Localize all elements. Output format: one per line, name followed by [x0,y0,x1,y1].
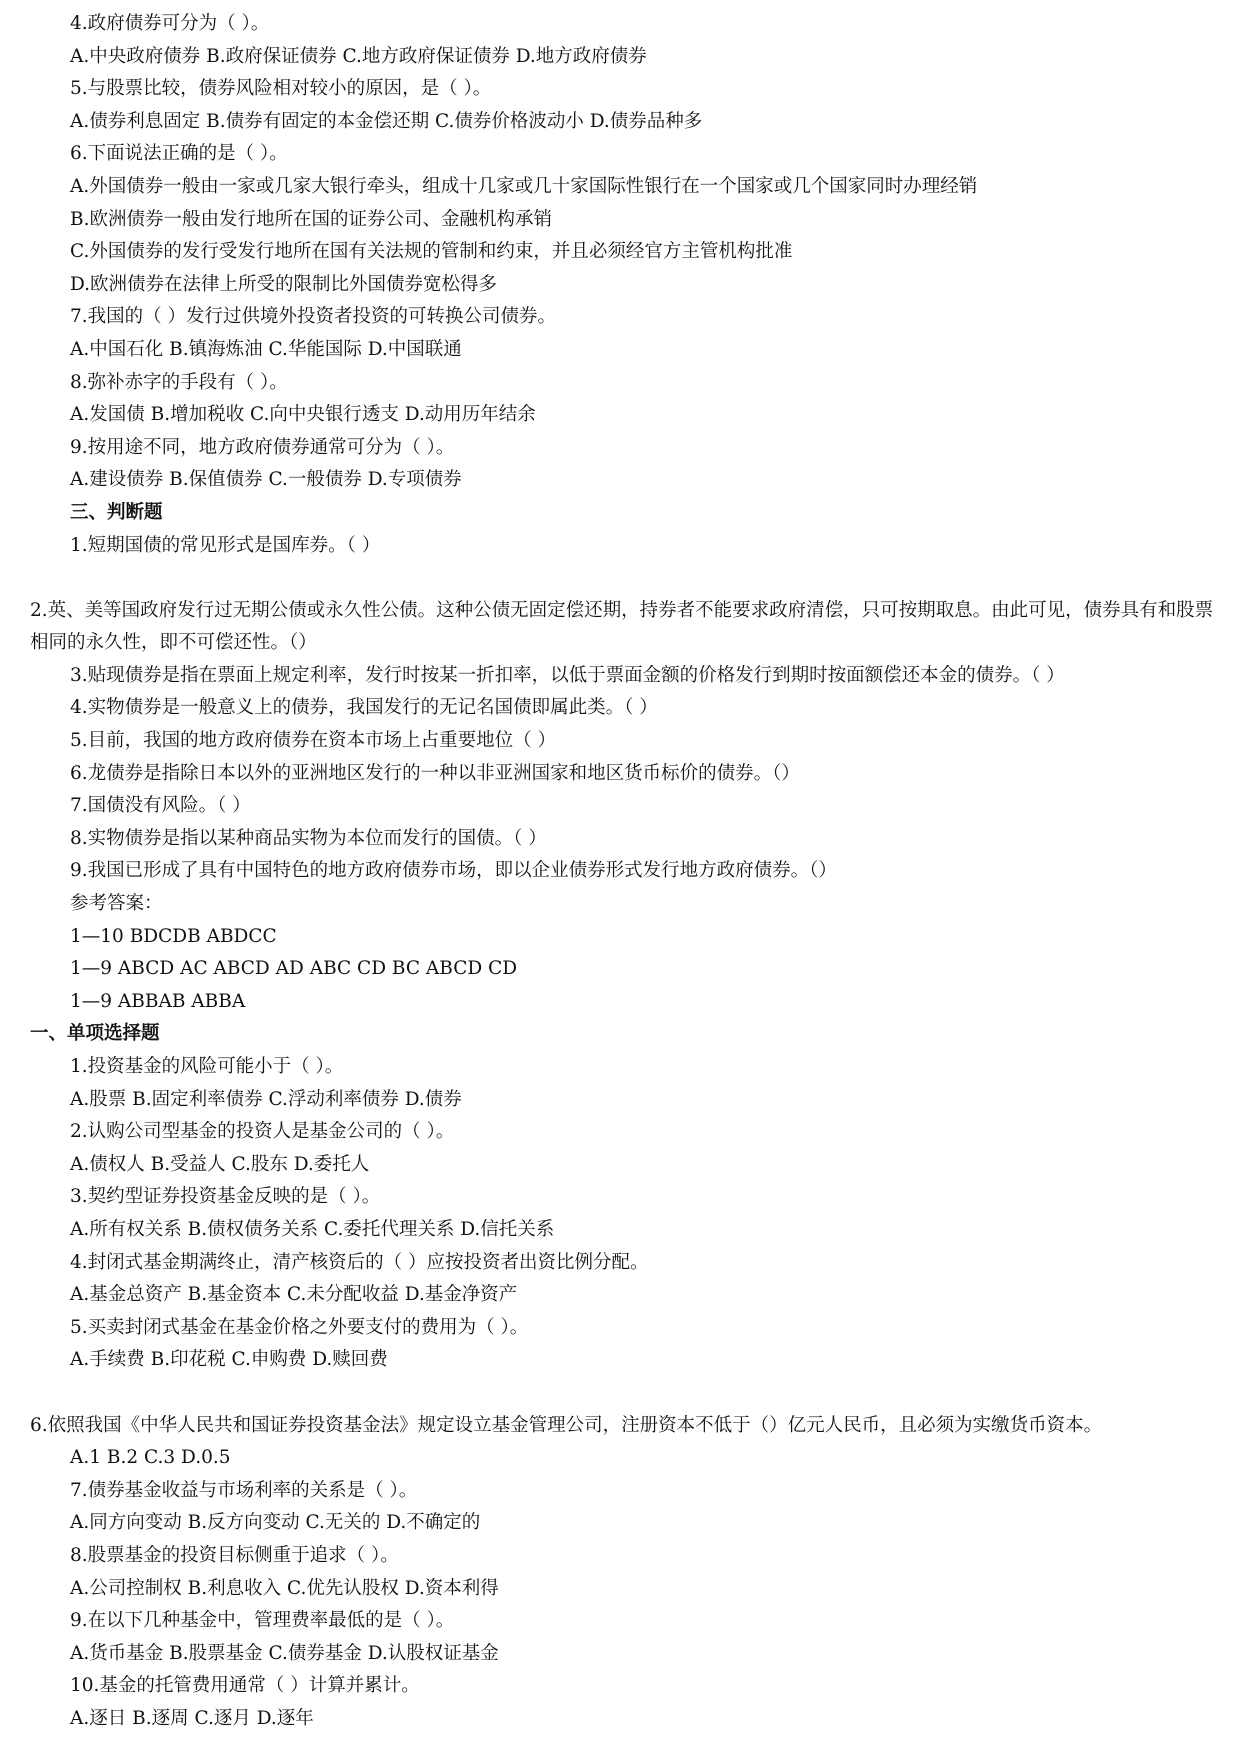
options-line: A.中国石化 B.镇海炼油 C.华能国际 D.中国联通 [70,338,462,360]
answer-key-line: 1—10 BDCDB ABDCC [70,925,277,947]
options-line: A.中央政府债券 B.政府保证债券 C.地方政府保证债券 D.地方政府债券 [70,45,647,67]
question-line: 4.封闭式基金期满终止，清产核资后的（ ）应按投资者出资比例分配。 [70,1251,649,1273]
options-line: A.手续费 B.印花税 C.申购费 D.赎回费 [70,1349,388,1371]
judgment-question-long: 2.英、美等国政府发行过无期公债或永久性公债。这种公债无固定偿还期，持券者不能要求政府清偿，只可按期取息。由此可见，债券具有和股票相同的永久性，即不可偿还性。（） [30,599,1214,654]
options-line: C.外国债券的发行受发行地所在国有关法规的管制和约束，并且必须经官方主管机构批准 [70,241,793,263]
question-line-long: 6.依照我国《中华人民共和国证券投资基金法》规定设立基金管理公司，注册资本不低于（）亿元人民币，且必须为实缴货币资本。 [30,1414,1103,1436]
answer-key-label: 参考答案： [70,893,163,915]
part3-lines [30,1051,1215,1377]
question-line: 8.股票基金的投资目标侧重于追求（ ）。 [70,1544,399,1566]
options-line: A.建设债券 B.保值债券 C.一般债券 D.专项债券 [70,469,462,491]
question-line: 5.买卖封闭式基金在基金价格之外要支付的费用为（ ）。 [70,1316,529,1338]
answer-key-line: 1—9 ABBAB ABBA [70,990,246,1012]
part1-lines [30,8,1215,497]
question-line: 10.基金的托管费用通常（ ）计算并累计。 [70,1675,420,1697]
options-line: A.外国债券一般由一家或几家大银行牵头，组成十几家或几十家国际性银行在一个国家或几个国家同时办理经销 [70,175,978,197]
judgment-question: 8.实物债券是指以某种商品实物为本位而发行的国债。（ ） [70,827,547,849]
section-heading-true-false: 三、判断题 [70,501,163,523]
question-line: 8.弥补赤字的手段有（ ）。 [70,371,288,393]
options-line: A.逐日 B.逐周 C.逐月 D.逐年 [70,1707,314,1729]
options-line: A.基金总资产 B.基金资本 C.未分配收益 D.基金净资产 [70,1284,518,1306]
options-line: A.1 B.2 C.3 D.0.5 [70,1447,231,1469]
options-line: A.发国债 B.增加税收 C.向中央银行透支 D.动用历年结余 [70,404,536,426]
answer-key-line: 1—9 ABCD AC ABCD AD ABC CD BC ABCD CD [70,958,518,980]
part2-lines [30,660,1215,1019]
options-line: A.货币基金 B.股票基金 C.债券基金 D.认股权证基金 [70,1642,499,1664]
judgment-question: 5.目前，我国的地方政府债券在资本市场上占重要地位（ ） [70,730,557,752]
question-line: 5.与股票比较，债券风险相对较小的原因，是（ ）。 [70,78,492,100]
options-line: A.公司控制权 B.利息收入 C.优先认股权 D.资本利得 [70,1577,499,1599]
judgment-question: 3.贴现债券是指在票面上规定利率，发行时按某一折扣率，以低于票面金额的价格发行到期时按面额偿还本金的债券。（ ） [70,664,1065,686]
question-line: 3.契约型证券投资基金反映的是（ ）。 [70,1186,381,1208]
judgment-question: 4.实物债券是一般意义上的债券，我国发行的无记名国债即属此类。（ ） [70,697,658,719]
question-line: 2.认购公司型基金的投资人是基金公司的（ ）。 [70,1121,455,1143]
question-line: 1.投资基金的风险可能小于（ ）。 [70,1056,344,1077]
options-line: D.欧洲债券在法律上所受的限制比外国债券宽松得多 [70,273,498,295]
judgment-question: 9.我国已形成了具有中国特色的地方政府债券市场，即以企业债券形式发行地方政府债券。（） [70,860,837,882]
judgment-question: 7.国债没有风险。（ ） [70,795,251,817]
options-line: A.债券利息固定 B.债券有固定的本金偿还期 C.债券价格波动小 D.债券品种多 [70,110,703,132]
options-line: A.债权人 B.受益人 C.股东 D.委托人 [70,1153,370,1175]
question-line: 9.在以下几种基金中，管理费率最低的是（ ）。 [70,1610,455,1632]
options-line: A.同方向变动 B.反方向变动 C.无关的 D.不确定的 [70,1512,481,1534]
part4-lines [30,1442,1215,1735]
question-line: 7.债券基金收益与市场利率的关系是（ ）。 [70,1479,418,1501]
options-line: B.欧洲债券一般由发行地所在国的证券公司、金融机构承销 [70,208,552,230]
question-line: 6.下面说法正确的是（ ）。 [70,143,288,165]
question-line: 4.政府债券可分为（ ）。 [70,13,270,34]
judgment-question: 6.龙债券是指除日本以外的亚洲地区发行的一种以非亚洲国家和地区货币标价的债券。（） [70,762,800,784]
options-line: A.股票 B.固定利率债券 C.浮动利率债券 D.债券 [70,1088,462,1110]
question-line: 7.我国的（ ）发行过供境外投资者投资的可转换公司债券。 [70,306,557,328]
judgment-question: 1.短期国债的常见形式是国库券。（ ） [70,534,381,556]
section-heading-single-choice: 一、单项选择题 [30,1023,160,1045]
question-line: 9.按用途不同，地方政府债券通常可分为（ ）。 [70,436,455,458]
options-line: A.所有权关系 B.债权债务关系 C.委托代理关系 D.信托关系 [70,1218,555,1240]
document-page [30,8,1215,1735]
